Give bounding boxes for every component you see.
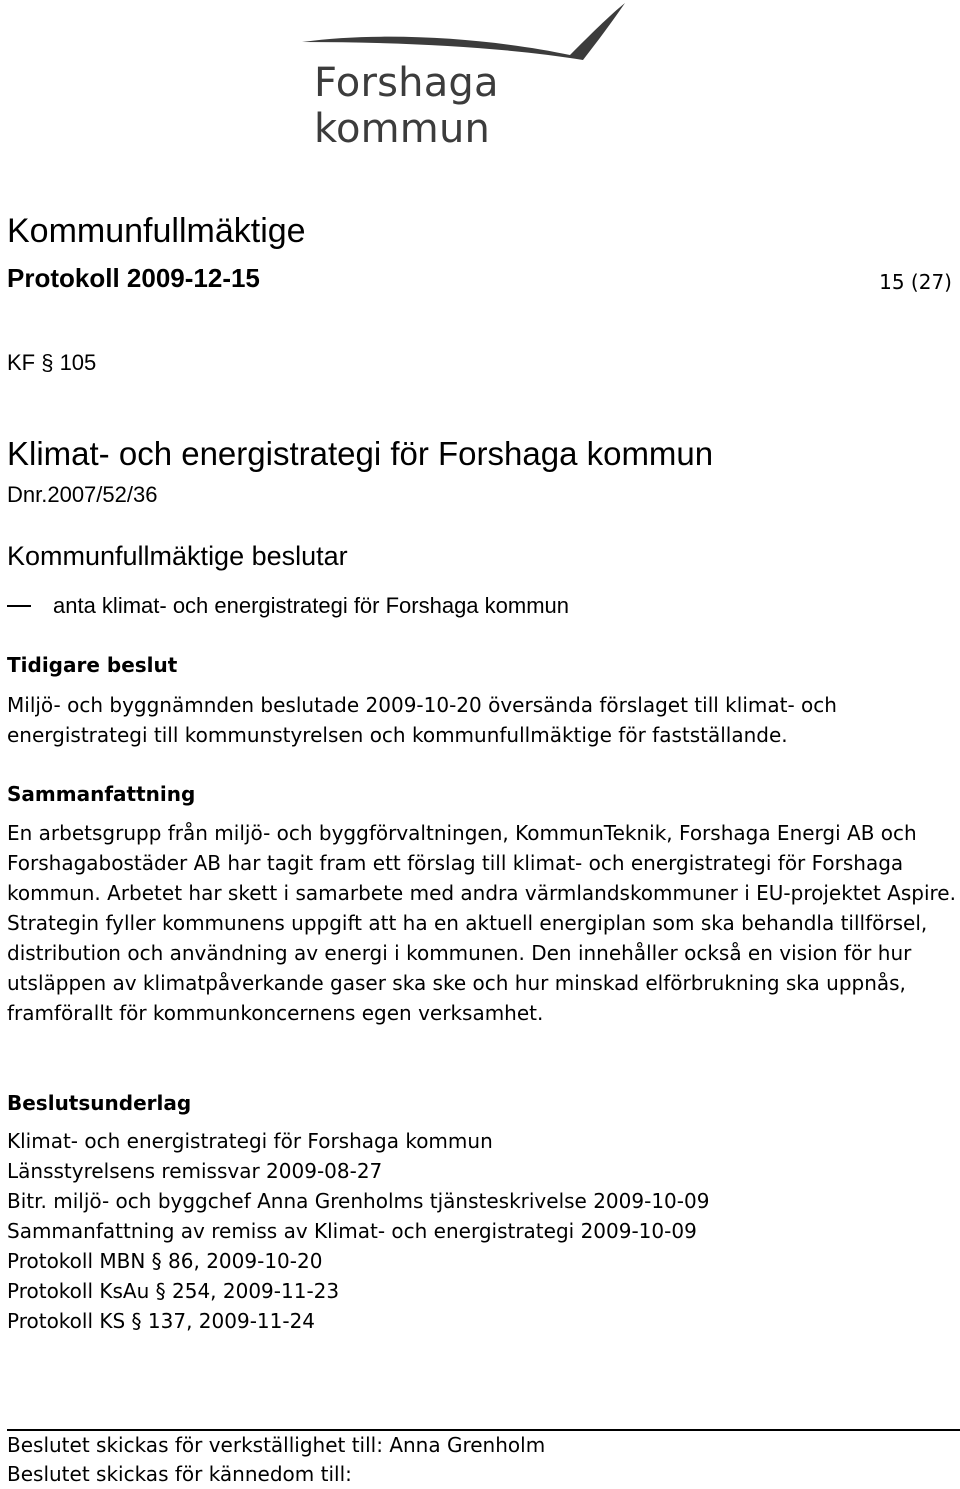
basis-list	[7, 1126, 709, 1336]
page-number: 15 (27)	[879, 270, 952, 294]
decision-item: anta klimat- och energistrategi för Forshaga kommun	[53, 593, 570, 618]
list-item: Protokoll KS § 137, 2009-11-24	[7, 1309, 316, 1333]
footer-info: Beslutet skickas för kännedom till:	[7, 1462, 352, 1486]
basis-heading: Beslutsunderlag	[7, 1091, 192, 1115]
section-number: KF § 105	[7, 350, 97, 375]
dash-bullet-icon	[7, 605, 31, 607]
previous-decision-heading: Tidigare beslut	[7, 653, 178, 677]
list-item: Protokoll KsAu § 254, 2009-11-23	[7, 1279, 340, 1303]
logo-text: Forshaga kommun	[314, 60, 499, 152]
summary-text: En arbetsgrupp från miljö- och byggförvaltningen, KommunTeknik, Forshaga Energi AB och Forshagabostäder AB har tagit fram ett förslag till klimat- och energistrategi för Forshaga kommun. Arbetet har skett i samarbete med andra värmlandskommuner i EU-projektet Aspire. Strategin fyller kommunens uppgift att ha en aktuell energiplan som ska behandla tillförsel, distribution och användning av energi i kommunen. Den innehåller också en vision för hur utsläppen av klimatpåverkande gaser ska ske och hur minskad elförbrukning ska uppnås, framförallt för kommunkoncernens egen verksamhet.	[7, 821, 956, 1025]
list-item: Protokoll MBN § 86, 2009-10-20	[7, 1249, 323, 1273]
page-title: Klimat- och energistrategi för Forshaga kommun	[7, 435, 714, 472]
list-item: Länsstyrelsens remissvar 2009-08-27	[7, 1159, 383, 1183]
list-item: Klimat- och energistrategi för Forshaga kommun	[7, 1129, 493, 1153]
protocol-date: Protokoll 2009-12-15	[7, 263, 260, 293]
summary-heading: Sammanfattning	[7, 782, 196, 806]
decision-heading: Kommunfullmäktige beslutar	[7, 541, 348, 571]
list-item: Sammanfattning av remiss av Klimat- och energistrategi 2009-10-09	[7, 1219, 697, 1243]
registration-number: Dnr.2007/52/36	[7, 482, 158, 507]
logo-swoosh-icon	[300, 0, 660, 60]
footer-execution: Beslutet skickas för verkställighet till: Anna Grenholm	[7, 1433, 546, 1457]
document-body-title: Kommunfullmäktige	[7, 212, 306, 250]
footer	[7, 1431, 545, 1489]
forshaga-logo	[300, 0, 660, 152]
list-item: Bitr. miljö- och byggchef Anna Grenholms tjänsteskrivelse 2009-10-09	[7, 1189, 710, 1213]
previous-decision-text: Miljö- och byggnämnden beslutade 2009-10-20 översända förslaget till klimat- och energistrategi till kommunstyrelsen och kommunfullmäktige för fastställande.	[7, 693, 837, 747]
